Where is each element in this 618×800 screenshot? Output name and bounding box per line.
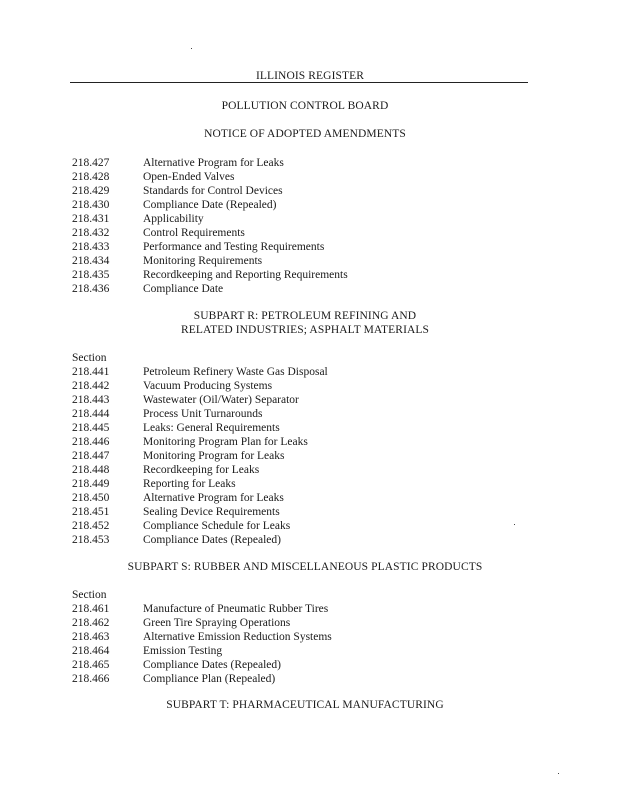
section-number: 218.443 bbox=[72, 394, 110, 406]
subpart-r-heading-line1: SUBPART R: PETROLEUM REFINING AND bbox=[193, 310, 417, 322]
agency-heading: POLLUTION CONTROL BOARD bbox=[221, 100, 389, 112]
section-title: Monitoring Requirements bbox=[143, 255, 263, 267]
section-title: Vacuum Producing Systems bbox=[143, 380, 273, 392]
section-title: Manufacture of Pneumatic Rubber Tires bbox=[143, 603, 329, 615]
section-number: 218.462 bbox=[72, 617, 110, 629]
section-title: Monitoring Program Plan for Leaks bbox=[143, 436, 308, 448]
section-title: Process Unit Turnarounds bbox=[143, 408, 263, 420]
section-title: Recordkeeping and Reporting Requirements bbox=[143, 269, 348, 281]
section-number: 218.449 bbox=[72, 478, 110, 490]
section-title: Standards for Control Devices bbox=[143, 185, 283, 197]
section-number: 218.448 bbox=[72, 464, 110, 476]
section-title: Sealing Device Requirements bbox=[143, 506, 280, 518]
section-title: Petroleum Refinery Waste Gas Disposal bbox=[143, 366, 328, 378]
section-title: Control Requirements bbox=[143, 227, 245, 239]
section-title: Compliance Date (Repealed) bbox=[143, 199, 277, 211]
section-number: 218.427 bbox=[72, 157, 110, 169]
section-title: Alternative Program for Leaks bbox=[143, 492, 284, 504]
section-number: 218.442 bbox=[72, 380, 110, 392]
section-number: 218.463 bbox=[72, 631, 110, 643]
section-number: 218.450 bbox=[72, 492, 110, 504]
section-number: 218.453 bbox=[72, 534, 110, 546]
section-label: Section bbox=[72, 352, 107, 364]
section-number: 218.429 bbox=[72, 185, 110, 197]
section-number: 218.461 bbox=[72, 603, 110, 615]
section-number: 218.444 bbox=[72, 408, 110, 420]
subpart-t-heading: SUBPART T: PHARMACEUTICAL MANUFACTURING bbox=[166, 699, 444, 711]
section-number: 218.436 bbox=[72, 283, 110, 295]
section-number: 218.432 bbox=[72, 227, 110, 239]
subpart-r-heading-line2: RELATED INDUSTRIES; ASPHALT MATERIALS bbox=[180, 324, 430, 336]
section-number: 218.431 bbox=[72, 213, 110, 225]
section-number: 218.433 bbox=[72, 241, 110, 253]
section-title: Compliance Date bbox=[143, 283, 224, 295]
section-number: 218.446 bbox=[72, 436, 110, 448]
register-title: ILLINOIS REGISTER bbox=[248, 70, 372, 82]
section-number: 218.451 bbox=[72, 506, 110, 518]
section-title: Alternative Program for Leaks bbox=[143, 157, 284, 169]
section-number: 218.435 bbox=[72, 269, 110, 281]
scan-speck bbox=[514, 524, 515, 525]
section-title: Compliance Schedule for Leaks bbox=[143, 520, 291, 532]
section-number: 218.445 bbox=[72, 422, 110, 434]
section-number: 218.452 bbox=[72, 520, 110, 532]
section-title: Recordkeeping for Leaks bbox=[143, 464, 260, 476]
section-title: Compliance Dates (Repealed) bbox=[143, 534, 281, 546]
section-number: 218.441 bbox=[72, 366, 110, 378]
section-title: Reporting for Leaks bbox=[143, 478, 236, 490]
section-title: Compliance Dates (Repealed) bbox=[143, 659, 281, 671]
section-title: Applicability bbox=[143, 213, 204, 225]
notice-heading: NOTICE OF ADOPTED AMENDMENTS bbox=[204, 128, 406, 140]
section-label: Section bbox=[72, 589, 107, 601]
section-title: Emission Testing bbox=[143, 645, 223, 657]
scan-speck bbox=[191, 48, 192, 49]
section-number: 218.447 bbox=[72, 450, 110, 462]
section-number: 218.466 bbox=[72, 673, 110, 685]
section-title: Green Tire Spraying Operations bbox=[143, 617, 291, 629]
section-number: 218.434 bbox=[72, 255, 110, 267]
section-title: Open-Ended Valves bbox=[143, 171, 235, 183]
header-rule bbox=[70, 82, 528, 83]
section-number: 218.465 bbox=[72, 659, 110, 671]
section-title: Performance and Testing Requirements bbox=[143, 241, 325, 253]
section-title: Alternative Emission Reduction Systems bbox=[143, 631, 332, 643]
subpart-s-heading: SUBPART S: RUBBER AND MISCELLANEOUS PLASTIC PRODUCTS bbox=[127, 561, 483, 573]
section-number: 218.464 bbox=[72, 645, 110, 657]
scan-speck bbox=[558, 773, 559, 774]
section-number: 218.430 bbox=[72, 199, 110, 211]
section-number: 218.428 bbox=[72, 171, 110, 183]
section-title: Wastewater (Oil/Water) Separator bbox=[143, 394, 299, 406]
section-title: Leaks: General Requirements bbox=[143, 422, 280, 434]
section-title: Compliance Plan (Repealed) bbox=[143, 673, 276, 685]
section-title: Monitoring Program for Leaks bbox=[143, 450, 285, 462]
